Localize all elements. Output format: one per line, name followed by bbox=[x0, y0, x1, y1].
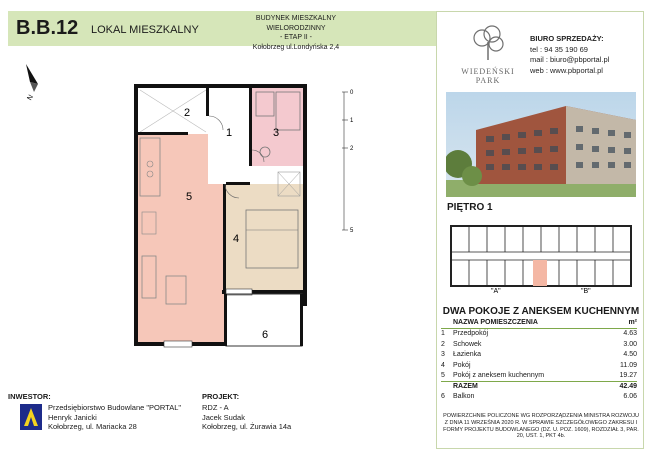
table-row: 1 Przedpokój 4.63 bbox=[441, 330, 637, 338]
mark-a: "A" bbox=[491, 288, 501, 294]
scale-0: 0 bbox=[350, 90, 354, 96]
table-total-row bbox=[441, 381, 637, 392]
investor-line-2: Henryk Janicki bbox=[48, 412, 97, 422]
area-table bbox=[441, 318, 637, 402]
room-1-number: 1 bbox=[226, 127, 233, 139]
col-name: NAZWA POMIESZCZENIA bbox=[453, 319, 538, 327]
project-line-1: RDZ - A bbox=[202, 403, 229, 412]
table-row: 3 Łazienka 4.50 bbox=[441, 351, 637, 359]
floor-plan bbox=[128, 80, 318, 350]
col-unit: m² bbox=[628, 319, 637, 327]
room-4-number: 4 bbox=[233, 233, 240, 245]
mark-b: "B" bbox=[581, 288, 591, 294]
table-row: 4 Pokój 11.09 bbox=[441, 361, 637, 369]
logo-name-1: WIEDEŃSKI bbox=[461, 67, 515, 76]
scale-bar bbox=[340, 86, 360, 236]
building-line-2: - ETAP II - bbox=[279, 34, 313, 41]
table-header bbox=[441, 318, 637, 329]
investor-line-3: Kołobrzeg, ul. Mariacka 28 bbox=[48, 422, 137, 431]
scale-5: 5 bbox=[350, 228, 354, 234]
apartment-type: DWA POKOJE Z ANEKSEM KUCHENNYM bbox=[442, 306, 640, 317]
table-balcony-row: 6 Balkon 6.06 bbox=[441, 393, 637, 401]
header-bar bbox=[8, 11, 436, 51]
logo bbox=[453, 24, 523, 85]
room-6-number: 6 bbox=[262, 329, 269, 341]
project-line-3: Kołobrzeg, ul. Żurawia 14a bbox=[202, 422, 292, 431]
logo-name-2: PARK bbox=[475, 76, 501, 85]
unit-type: LOKAL MIESZKALNY bbox=[91, 24, 199, 36]
total-value: 42.49 bbox=[619, 383, 637, 391]
project-title: PROJEKT: bbox=[202, 392, 240, 401]
sales-office bbox=[530, 34, 609, 76]
table-row: 5 Pokój z aneksem kuchennym 19.27 bbox=[441, 372, 637, 380]
sales-tel: tel : 94 35 190 69 bbox=[530, 44, 588, 54]
total-label: RAZEM bbox=[453, 383, 478, 391]
investor-line-1: Przedsiębiorstwo Budowlane "PORTAL" bbox=[48, 403, 182, 412]
scale-1: 1 bbox=[350, 118, 354, 124]
regulation-note: POWIERZCHNIE POLICZONE WG ROZPORZĄDZENIA MINISTRA ROZWOJU Z DNIA 11 WRZEŚNIA 2020 R. W SPRAWIE SZCZEGÓŁOWEGO ZAKRESU I FORMY PROJEKTU BUDOWLANEGO (DZ. U. POZ. 1609), ROZDZIAŁ 3, PAR. 20, UST. 1, PKT 4b. bbox=[443, 413, 639, 440]
room-2-number: 2 bbox=[184, 107, 191, 119]
sales-mail: mail : biuro@pbportal.pl bbox=[530, 55, 610, 64]
building-info bbox=[226, 14, 366, 52]
tree-icon bbox=[468, 24, 508, 62]
table-row: 2 Schowek 3.00 bbox=[441, 340, 637, 348]
sales-web: web : www.pbportal.pl bbox=[530, 65, 603, 75]
scale-2: 2 bbox=[350, 146, 354, 152]
room-5-number: 5 bbox=[186, 191, 193, 203]
project-line-2: Jacek Sudak bbox=[202, 412, 245, 422]
investor-info bbox=[48, 403, 181, 432]
building-line-3: Kołobrzeg ul.Londyńska 2,4 bbox=[252, 43, 340, 51]
floor-key-plan bbox=[447, 218, 635, 294]
north-label: N bbox=[26, 93, 35, 102]
sales-title: BIURO SPRZEDAŻY: bbox=[530, 34, 604, 43]
floor-label: PIĘTRO 1 bbox=[447, 202, 493, 213]
north-arrow-icon bbox=[20, 62, 50, 104]
building-line-1: BUDYNEK MIESZKALNY WIELORODZINNY bbox=[255, 15, 337, 32]
highlighted-unit bbox=[533, 260, 547, 286]
building-render bbox=[446, 92, 636, 197]
footer bbox=[8, 382, 436, 462]
info-panel bbox=[436, 11, 644, 449]
room-3-number: 3 bbox=[273, 127, 280, 139]
portal-logo-icon bbox=[20, 404, 42, 430]
investor-title: INWESTOR: bbox=[8, 392, 51, 401]
unit-code: B.B.12 bbox=[16, 17, 79, 39]
project-info bbox=[202, 403, 291, 432]
